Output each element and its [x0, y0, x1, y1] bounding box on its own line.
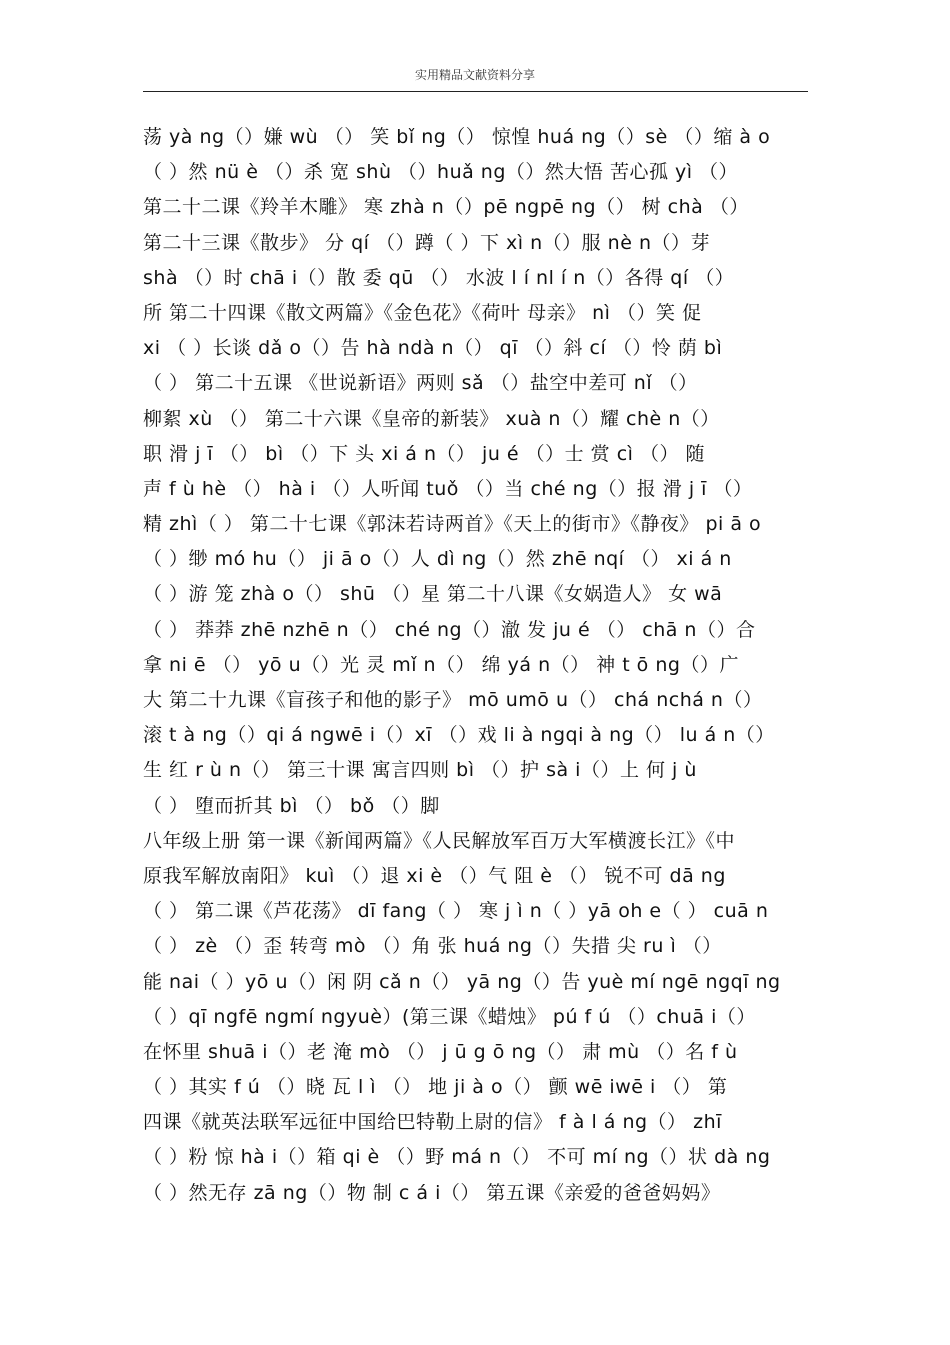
text-line: （ ）qī ngfē ngmí ngyuè）(第三课《蜡烛》 pú f ú （）chuā i（）	[143, 1005, 756, 1028]
text-line: 原我军解放南阳》 kuì （）退 xi è （）气 阻 è （） 锐不可 dā ng	[143, 864, 726, 887]
text-line: （ ） 堕而折其 bì （） bǒ （）脚	[143, 794, 440, 817]
text-line: 大 第二十九课《盲孩子和他的影子》 mō umō u（） chá nchá n（）	[143, 689, 763, 711]
text-line: （ ）然无存 zā ng（）物 制 c á i（） 第五课《亲爱的爸爸妈妈》	[143, 1181, 721, 1204]
header-divider	[143, 91, 808, 92]
text-line: 四课《就英法联军远征中国给巴特勒上尉的信》 f à l á ng（） zhī	[143, 1111, 722, 1134]
text-line: （ ） 第二十五课 《世说新语》两则 sǎ （）盐空中差可 nǐ （）	[143, 372, 698, 395]
text-line: 第二十三课《散步》 分 qí （）蹲（ ）下 xì n（）服 nè n（）芽	[143, 231, 710, 254]
text-line: shà （）时 chā i（）散 委 qū （） 水波 l í nl í n（）各得 qí （）	[143, 266, 735, 289]
text-line: 能 nai（ ）yō u（）闲 阴 cǎ n（） yā ng（）告 yuè mí ngē ngqī ng	[143, 970, 781, 993]
text-line: （ ） 第二课《芦花荡》 dī fang（ ） 寒 j ì n（ ）yā oh e（ ） cuā n	[143, 900, 769, 923]
text-line: （ ）粉 惊 hà i（）箱 qi è （）野 má n（） 不可 mí ng（）状 dà ng	[143, 1146, 771, 1169]
text-line: 荡 yà ng（）嫌 wù （） 笑 bǐ ng（） 惊惶 huá ng（）sè （）缩 à o	[143, 126, 771, 148]
text-line: 声 f ù hè （） hà i （）人听闻 tuǒ （）当 ché ng（）报 滑 j ī （）	[143, 477, 753, 500]
text-line: （ ）缈 mó hu（） ji ā o（）人 dì ng（）然 zhē nqí （） xi á n	[143, 548, 732, 571]
text-line: 生 红 r ù n（） 第三十课 寓言四则 bì （）护 sà i（）上 何 j ù	[143, 759, 697, 782]
page-header: 实用精品文献资料分享	[414, 68, 535, 82]
text-line: 精 zhì（ ） 第二十七课《郭沫若诗两首》《天上的街市》《静夜》 pi ā o	[143, 513, 762, 536]
text-line: （ ）其实 f ú （）晓 瓦 l ì （） 地 ji à o（） 颤 wē iwē i （） 第	[143, 1076, 728, 1099]
document-body	[143, 120, 843, 1211]
text-line: （ ） 莽莽 zhē nzhē n（） ché ng（）澈 发 ju é （） chā n（）合	[143, 618, 756, 641]
text-line: xi （ ）长谈 dǎ o（）告 hà ndà n（） qī （）斜 cí （）怜 荫 bì	[143, 337, 723, 360]
text-line: （ ）游 笼 zhà o（） shū （）星 第二十八课《女娲造人》 女 wā	[143, 583, 723, 606]
text-line: 在怀里 shuā i（）老 淹 mò （） j ū g ō ng（） 肃 mù （）名 f ù	[143, 1040, 738, 1063]
text-line: 滚 t à ng（）qi á ngwē i（）xī （）戏 li à ngqi à ng（） lu á n（）	[143, 724, 775, 747]
text-line: 职 滑 j ī （） bì （）下 头 xi á n（） ju é （）士 赏 cì （） 随	[143, 442, 706, 465]
text-line: （ ）然 nü è （）杀 宽 shù （）huǎ ng（）然大悟 苦心孤 yì （）	[143, 161, 739, 184]
text-line: 拿 ni ē （） yō u（）光 灵 mǐ n（） 绵 yá n（） 神 t ō ng（）广	[143, 653, 739, 676]
text-line: （ ） zè （）歪 转弯 mò （）角 张 huá ng（）失措 尖 ru ì （）	[143, 935, 722, 958]
text-line: 八年级上册 第一课《新闻两篇》《人民解放军百万大军横渡长江》《中	[143, 829, 736, 852]
text-line: 柳絮 xù （） 第二十六课《皇帝的新装》 xuà n（）耀 chè n（）	[143, 407, 720, 430]
text-line: 所 第二十四课《散文两篇》《金色花》《荷叶 母亲》 nì （）笑 促	[143, 301, 702, 324]
text-line: 第二十二课《羚羊木雕》 寒 zhà n（）pē ngpē ng（） 树 chà （）	[143, 196, 749, 219]
